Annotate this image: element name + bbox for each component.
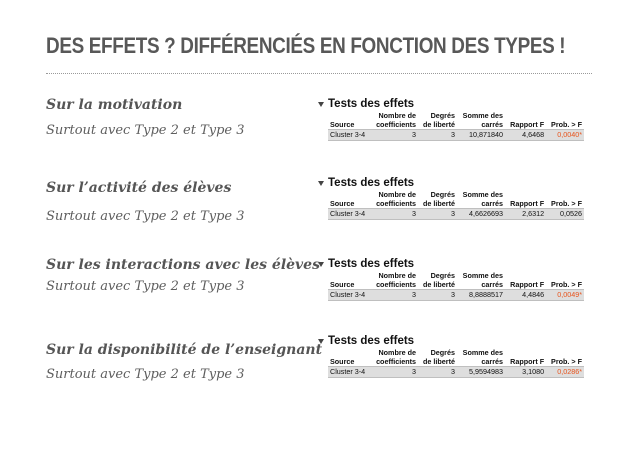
col-header-source: Source — [328, 272, 370, 290]
cell-f-ratio: 3,1080 — [505, 367, 546, 378]
col-header-f-ratio: Rapport F — [505, 112, 546, 130]
title-divider — [46, 73, 592, 74]
panel-title: Tests des effets — [328, 335, 415, 347]
section-heading: Sur l’activité des élèves — [46, 180, 232, 196]
effects-test-panel — [318, 334, 584, 378]
col-header-degrees-2: de liberté — [418, 358, 457, 367]
col-header-source: Source — [328, 349, 370, 367]
cell-degrees: 3 — [418, 130, 457, 141]
col-header-prob: Prob. > F — [546, 272, 584, 290]
panel-title: Tests des effets — [328, 258, 415, 270]
col-header-coefficients: Nombre de — [370, 112, 418, 121]
col-header-sum-2: carrés — [457, 281, 505, 290]
col-header-prob: Prob. > F — [546, 191, 584, 209]
cell-coefficients: 3 — [370, 290, 418, 301]
effects-table — [328, 272, 584, 301]
cell-degrees: 3 — [418, 290, 457, 301]
cell-coefficients: 3 — [370, 130, 418, 141]
col-header-coefficients: Nombre de — [370, 349, 418, 358]
section-interactions — [46, 257, 320, 294]
col-header-degrees-2: de liberté — [418, 200, 457, 209]
col-header-prob: Prob. > F — [546, 112, 584, 130]
col-header-sum: Somme des — [457, 191, 505, 200]
col-header-degrees: Degrés — [418, 272, 457, 281]
section-subtitle: Surtout avec Type 2 et Type 3 — [46, 367, 245, 382]
disclosure-triangle-icon[interactable] — [318, 102, 324, 107]
effects-test-panel — [318, 97, 584, 141]
col-header-coefficients-2: coefficients — [370, 200, 418, 209]
cell-source: Cluster 3-4 — [328, 209, 370, 220]
cell-coefficients: 3 — [370, 367, 418, 378]
cell-f-ratio: 4,6468 — [505, 130, 546, 141]
cell-prob: 0,0049* — [546, 290, 584, 301]
col-header-degrees-2: de liberté — [418, 121, 457, 130]
col-header-coefficients-2: coefficients — [370, 121, 418, 130]
cell-sum: 5,9594983 — [457, 367, 505, 378]
cell-source: Cluster 3-4 — [328, 290, 370, 301]
col-header-coefficients: Nombre de — [370, 191, 418, 200]
col-header-coefficients-2: coefficients — [370, 281, 418, 290]
effects-test-panel — [318, 176, 584, 220]
section-subtitle: Surtout avec Type 2 et Type 3 — [46, 279, 245, 294]
table-row — [328, 290, 584, 301]
col-header-sum: Somme des — [457, 112, 505, 121]
section-heading: Sur les interactions avec les élèves — [46, 257, 320, 273]
col-header-coefficients-2: coefficients — [370, 358, 418, 367]
section-activity — [46, 180, 316, 224]
col-header-f-ratio: Rapport F — [505, 349, 546, 367]
table-row — [328, 367, 584, 378]
cell-coefficients: 3 — [370, 209, 418, 220]
disclosure-triangle-icon[interactable] — [318, 262, 324, 267]
effects-test-panel — [318, 257, 584, 301]
section-heading: Sur la motivation — [46, 97, 183, 113]
section-heading: Sur la disponibilité de l’enseignant — [46, 342, 323, 358]
col-header-f-ratio: Rapport F — [505, 191, 546, 209]
section-subtitle: Surtout avec Type 2 et Type 3 — [46, 209, 245, 224]
cell-sum: 10,871840 — [457, 130, 505, 141]
col-header-f-ratio: Rapport F — [505, 272, 546, 290]
col-header-degrees: Degrés — [418, 191, 457, 200]
cell-source: Cluster 3-4 — [328, 367, 370, 378]
effects-table — [328, 349, 584, 378]
cell-degrees: 3 — [418, 367, 457, 378]
col-header-sum: Somme des — [457, 349, 505, 358]
cell-prob: 0,0526 — [546, 209, 584, 220]
panel-title: Tests des effets — [328, 177, 415, 189]
col-header-sum: Somme des — [457, 272, 505, 281]
section-subtitle: Surtout avec Type 2 et Type 3 — [46, 123, 245, 138]
cell-prob: 0,0040* — [546, 130, 584, 141]
cell-prob: 0,0286* — [546, 367, 584, 378]
col-header-sum-2: carrés — [457, 121, 505, 130]
col-header-sum-2: carrés — [457, 200, 505, 209]
col-header-prob: Prob. > F — [546, 349, 584, 367]
cell-sum: 8,8888517 — [457, 290, 505, 301]
col-header-source: Source — [328, 112, 370, 130]
col-header-coefficients: Nombre de — [370, 272, 418, 281]
table-row — [328, 209, 584, 220]
cell-f-ratio: 2,6312 — [505, 209, 546, 220]
disclosure-triangle-icon[interactable] — [318, 339, 324, 344]
cell-sum: 4,6626693 — [457, 209, 505, 220]
effects-table — [328, 112, 584, 141]
section-motivation — [46, 97, 316, 138]
section-availability — [46, 342, 323, 382]
disclosure-triangle-icon[interactable] — [318, 181, 324, 186]
cell-f-ratio: 4,4846 — [505, 290, 546, 301]
cell-source: Cluster 3-4 — [328, 130, 370, 141]
col-header-sum-2: carrés — [457, 358, 505, 367]
effects-table — [328, 191, 584, 220]
page-title: DES EFFETS ? DIFFÉRENCIÉS EN FONCTION DES TYPES ! — [46, 33, 566, 58]
col-header-degrees: Degrés — [418, 112, 457, 121]
panel-title: Tests des effets — [328, 98, 415, 110]
col-header-source: Source — [328, 191, 370, 209]
col-header-degrees-2: de liberté — [418, 281, 457, 290]
table-row — [328, 130, 584, 141]
cell-degrees: 3 — [418, 209, 457, 220]
col-header-degrees: Degrés — [418, 349, 457, 358]
